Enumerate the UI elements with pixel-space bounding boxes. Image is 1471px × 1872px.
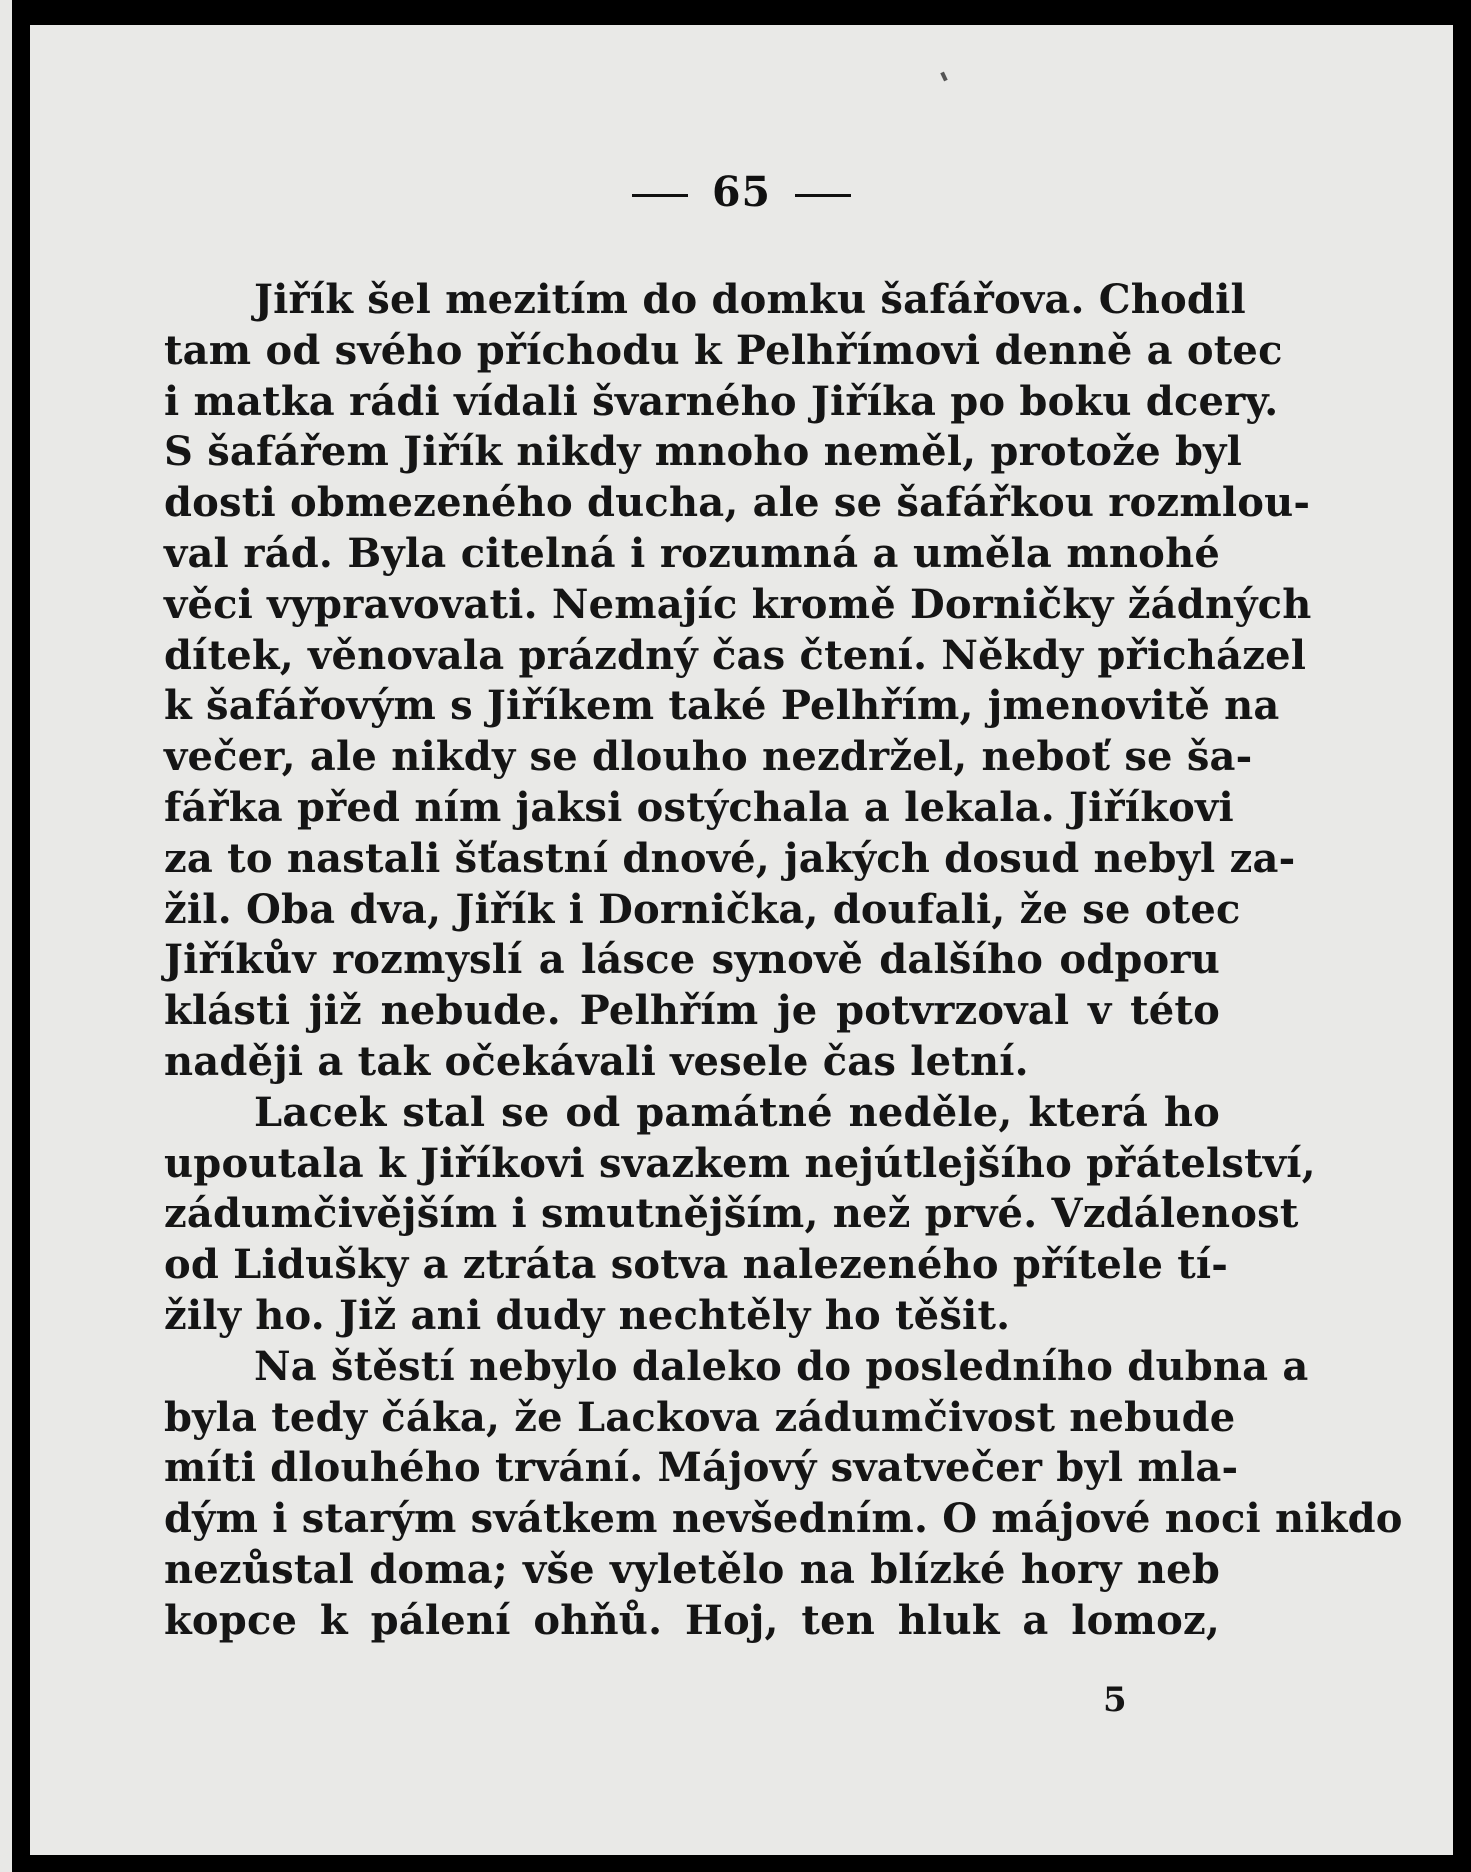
text-line: naději a tak očekávali vesele čas letní. (164, 1037, 1029, 1085)
scan-speck (940, 72, 947, 82)
text-line: žil. Oba dva, Jiřík i Dornička, doufali, že se otec (164, 885, 1241, 933)
printer-signature-mark: 5 (1103, 1680, 1127, 1720)
text-line: klásti již nebude. Pelhřím je potvrzoval v této (164, 987, 1220, 1035)
header-dash-left (632, 194, 688, 197)
text-line: dým i starým svátkem nevšedním. O májové noci nikdo (164, 1495, 1403, 1543)
text-line: Jiříkův rozmyslí a lásce synově dalšího odporu (164, 936, 1220, 984)
header-dash-right (795, 194, 851, 197)
text-line: kopce k pálení ohňů. Hoj, ten hluk a lomoz, (164, 1596, 1220, 1644)
text-line: dítek, věnovala prázdný čas čtení. Někdy přicházel (164, 631, 1307, 679)
text-line: upoutala k Jiříkovi svazkem nejútlejšího přátelství, (164, 1139, 1316, 1187)
text-line: Jiřík šel mezitím do domku šafářova. Chodil (254, 276, 1246, 323)
book-page (30, 25, 1453, 1855)
text-line: byla tedy čáka, že Lackova zádumčivost nebude (164, 1393, 1236, 1441)
text-line: žily ho. Již ani dudy nechtěly ho těšit. (164, 1291, 1011, 1339)
text-line: val rád. Byla citelná i rozumná a uměla mnohé (164, 529, 1220, 577)
page-number: 65 (711, 168, 772, 216)
text-line: tam od svého příchodu k Pelhřímovi denně a otec (164, 326, 1283, 374)
text-line: nezůstal doma; vše vyletělo na blízké hory neb (164, 1545, 1220, 1593)
text-line: Na štěstí nebylo daleko do posledního dubna a (254, 1342, 1309, 1390)
text-line: Lacek stal se od památné neděle, která ho (254, 1088, 1220, 1136)
text-line: zádumčivějším i smutnějším, než prvé. Vzdálenost (164, 1190, 1299, 1238)
text-line: k šafářovým s Jiříkem také Pelhřím, jmenovitě na (164, 682, 1280, 730)
text-line: od Lidušky a ztráta sotva nalezeného přítele tí- (164, 1241, 1229, 1289)
text-line: fářka před ním jaksi ostýchala a lekala. Jiříkovi (164, 783, 1234, 831)
text-line: i matka rádi vídali švarného Jiříka po boku dcery. (164, 377, 1279, 425)
text-line: večer, ale nikdy se dlouho nezdržel, neboť se ša- (164, 733, 1253, 781)
body-text (164, 275, 1403, 1647)
adjacent-page-edge (0, 0, 12, 1872)
text-line: za to nastali šťastní dnové, jakých dosud nebyl za- (164, 834, 1296, 882)
text-line: dosti obmezeného ducha, ale se šafářkou rozmlou- (164, 479, 1311, 527)
text-line: věci vypravovati. Nemajíc kromě Dorničky žádných (164, 580, 1312, 628)
page-header (30, 168, 1453, 228)
text-line: S šafářem Jiřík nikdy mnoho neměl, protože byl (164, 428, 1243, 476)
text-line: míti dlouhého trvání. Májový svatvečer byl mla- (164, 1444, 1239, 1492)
